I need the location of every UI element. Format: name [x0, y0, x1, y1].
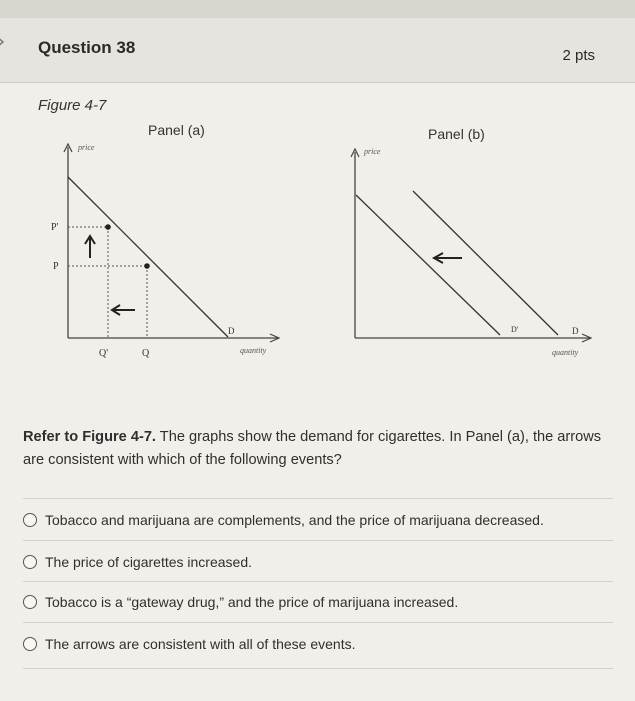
- panel-a-title: Panel (a): [148, 122, 205, 138]
- answer-option-text: Tobacco and marijuana are complements, and the price of marijuana decreased.: [45, 512, 544, 528]
- prompt-text: The graphs show the demand for cigarettes. In Panel (a), the arrows are consistent with which of the following events?: [23, 429, 602, 468]
- panel-b-demand-label: D: [572, 326, 579, 336]
- panel-a-quantity-label-high: Q: [142, 348, 150, 359]
- divider: [23, 622, 613, 623]
- answer-option-3[interactable]: [23, 587, 458, 617]
- panel-a-left-arrow: [112, 305, 135, 315]
- divider: [23, 540, 613, 541]
- panel-b-demand-label-shifted: D': [511, 325, 519, 334]
- prompt-reference: Refer to Figure 4-7.: [23, 429, 156, 445]
- figure-4-7: [0, 130, 635, 370]
- panel-b-x-label: quantity: [552, 348, 579, 357]
- panel-a-demand-curve: [68, 177, 228, 337]
- radio-button[interactable]: [23, 555, 37, 569]
- panel-a-graph: [51, 143, 279, 359]
- question-prompt: [23, 426, 615, 472]
- answer-option-text: The arrows are consistent with all of these events.: [45, 636, 356, 652]
- question-points: 2 pts: [562, 47, 595, 64]
- panel-a-price-label-high: P': [51, 222, 59, 233]
- answer-option-1[interactable]: [23, 505, 544, 535]
- panel-b-y-label: price: [364, 147, 381, 156]
- divider: [23, 498, 613, 499]
- panel-b-graph: [351, 147, 591, 357]
- panel-b-demand-curve: [413, 191, 558, 335]
- question-title: Question 38: [38, 38, 136, 57]
- panel-a-point-low-price: [144, 263, 150, 269]
- radio-button[interactable]: [23, 595, 37, 609]
- panel-b-title: Panel (b): [428, 126, 485, 142]
- panel-a-y-label: price: [78, 143, 95, 152]
- panel-a-point-high-price: [105, 224, 111, 230]
- chevron-right-icon: [0, 34, 10, 50]
- panel-a-up-arrow: [85, 236, 95, 258]
- panel-a-x-label: quantity: [240, 346, 267, 355]
- divider: [23, 581, 613, 582]
- answer-option-4[interactable]: [23, 629, 355, 659]
- radio-button[interactable]: [23, 513, 37, 527]
- panel-a-demand-label: D: [228, 326, 235, 336]
- panel-a-quantity-label-low: Q': [99, 348, 109, 359]
- panel-b-left-arrow: [434, 253, 462, 263]
- panel-a-price-label-low: P: [53, 261, 59, 272]
- answer-option-2[interactable]: [23, 547, 252, 577]
- answer-option-text: Tobacco is a “gateway drug,” and the price of marijuana increased.: [45, 594, 459, 610]
- answer-option-text: The price of cigarettes increased.: [45, 554, 252, 570]
- figure-label: Figure 4-7: [38, 97, 107, 114]
- radio-button[interactable]: [23, 637, 37, 651]
- panel-b-demand-curve-shifted: [356, 195, 500, 335]
- divider: [23, 668, 613, 669]
